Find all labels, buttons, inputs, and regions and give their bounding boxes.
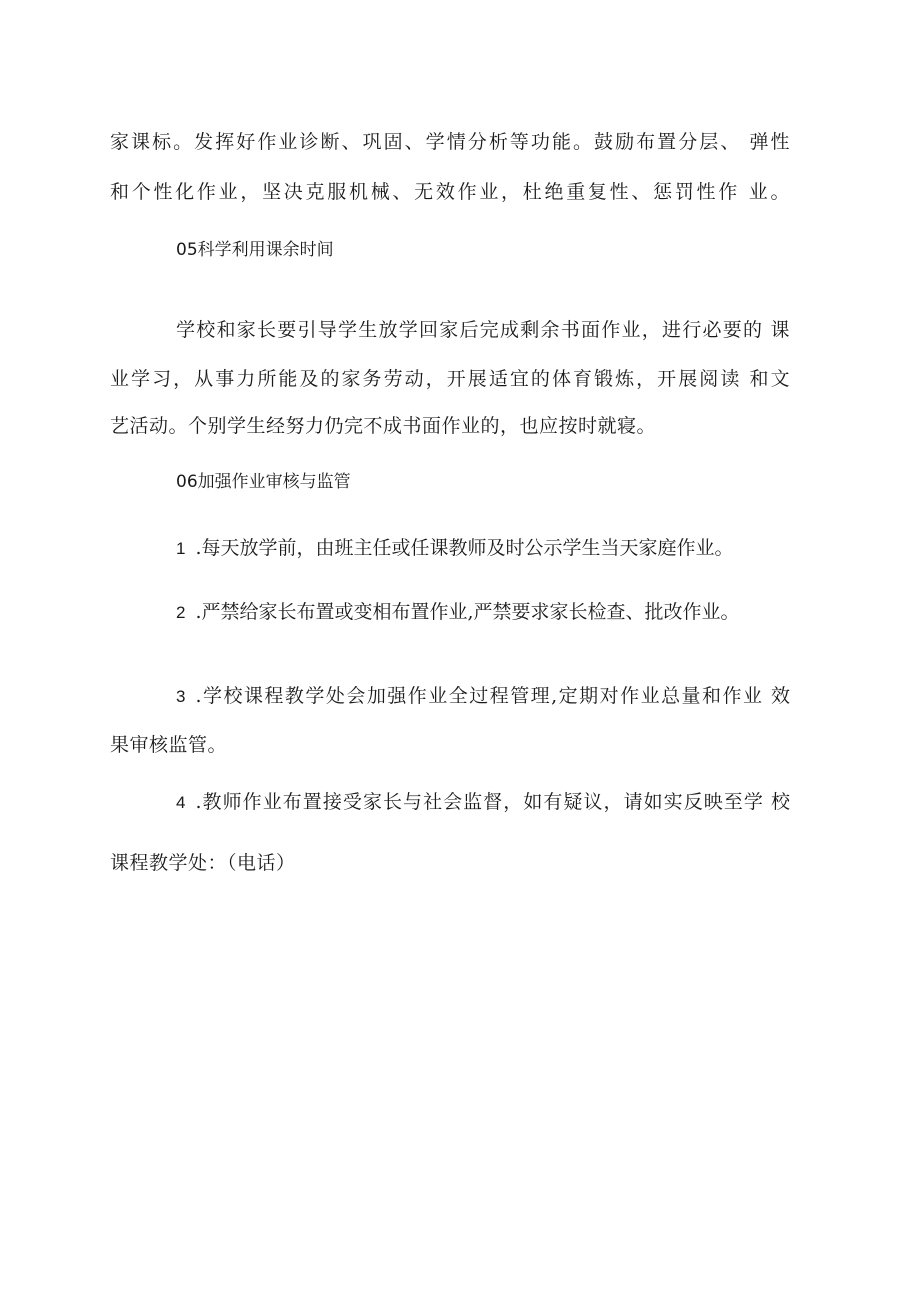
list-item-text: .每天放学前，由班主任或任课教师及时公示学生当天家庭作业。: [195, 537, 734, 559]
list-item: [176, 600, 740, 625]
list-item-number: 4: [176, 793, 186, 812]
paragraph-line: 家课标。发挥好作业诊断、巩固、学情分析等功能。鼓励布置分层、 弹性: [110, 131, 790, 153]
list-item: [176, 536, 734, 561]
list-item-number: 3: [176, 687, 186, 706]
paragraph-line: 艺活动。个别学生经努力仍完不成书面作业的，也应按时就寝。: [110, 415, 657, 437]
list-item-text: .教师作业布置接受家长与社会监督，如有疑议，请如实反映至学 校: [195, 791, 790, 813]
section-heading-05: 05科学利用课余时间: [176, 240, 334, 260]
list-item: [176, 684, 790, 709]
list-item-text: .学校课程教学处会加强作业全过程管理,定期对作业总量和作业 效: [195, 685, 790, 707]
list-item-number: 1: [176, 539, 186, 558]
paragraph-line: 业学习，从事力所能及的家务劳动，开展适宜的体育锻炼，开展阅读 和文: [110, 368, 790, 390]
paragraph-line: 和个性化作业，坚决克服机械、无效作业，杜绝重复性、惩罚性作 业。: [110, 181, 790, 203]
paragraph-line: 学校和家长要引导学生放学回家后完成剩余书面作业，进行必要的 课: [176, 319, 790, 341]
list-item: [176, 790, 790, 815]
list-item-number: 2: [176, 603, 186, 622]
list-item-text: .严禁给家长布置或变相布置作业,严禁要求家长检查、批改作业。: [195, 601, 740, 623]
list-item-continuation: 果审核监管。: [110, 734, 228, 756]
list-item-continuation: 课程教学处：（电话）: [110, 852, 296, 874]
section-heading-06: 06加强作业审核与监管: [176, 472, 351, 492]
